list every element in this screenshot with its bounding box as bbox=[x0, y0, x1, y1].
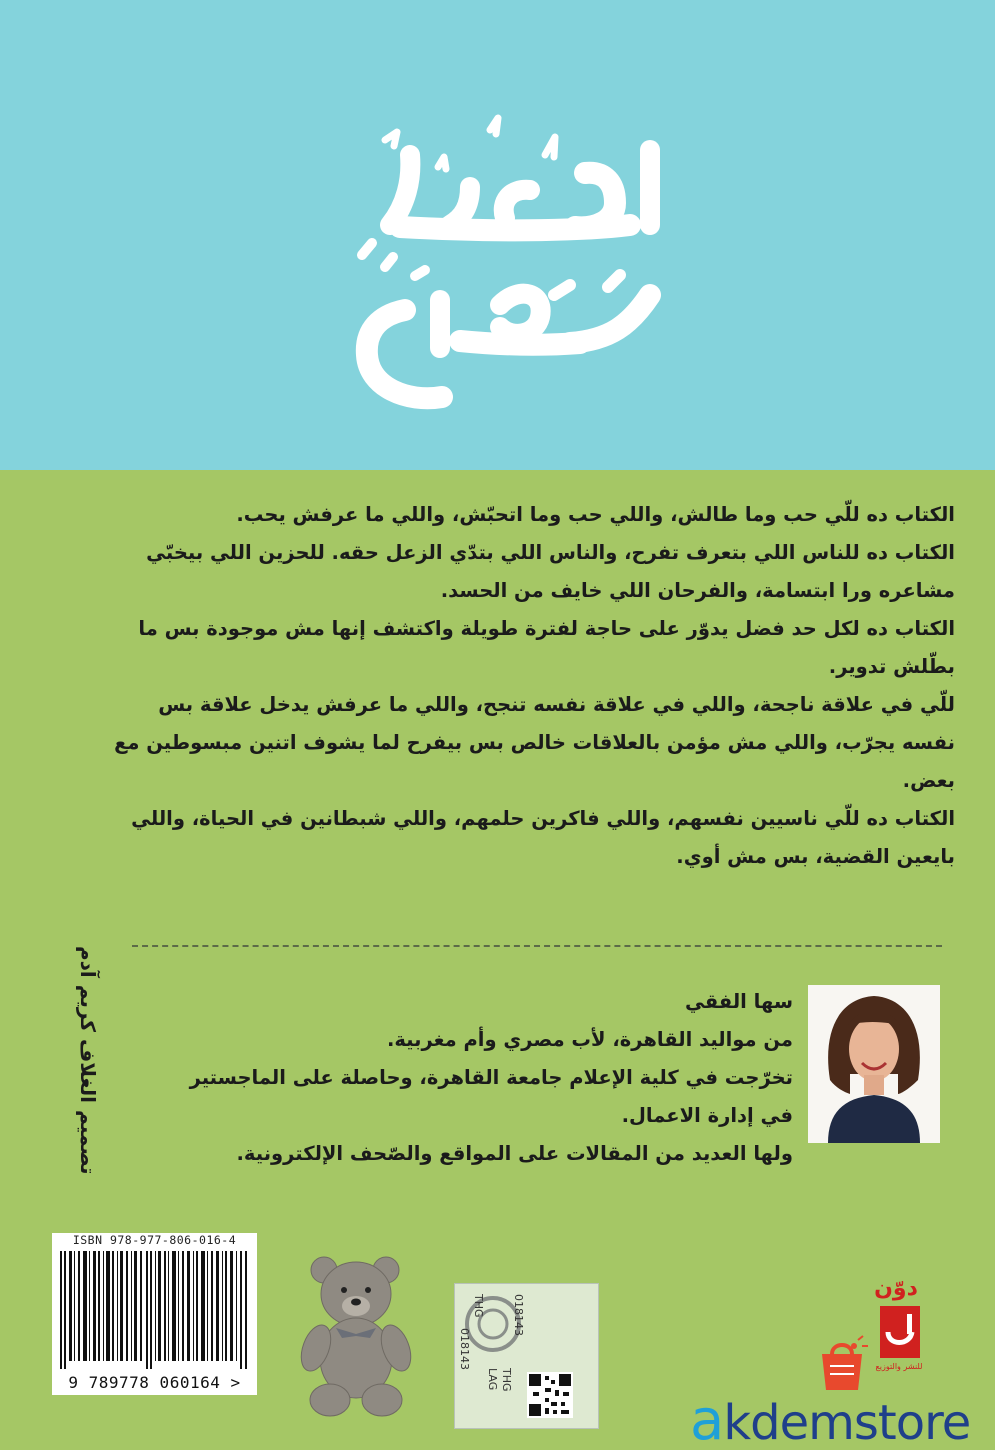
sticker-line: THG bbox=[472, 1294, 485, 1318]
blurb-paragraph: الكتاب ده للناس اللي بتعرف تفرح، والناس اللي بتدّي الزعل حقه. للحزين اللي بيخبّي مشاعره ورا ابتسامة، والفرحان اللي خايف من الحسد. bbox=[146, 541, 955, 602]
author-name: سها الفقي bbox=[685, 990, 793, 1013]
barcode-bars-icon bbox=[60, 1251, 250, 1369]
sticker-code: 018143 bbox=[512, 1294, 525, 1336]
shopping-bag-icon bbox=[812, 1334, 872, 1394]
store-watermark bbox=[690, 1388, 995, 1450]
book-title bbox=[1, 1, 2, 2]
author-bio-line: من مواليد القاهرة، لأب مصري وأم مغربية. bbox=[386, 1028, 793, 1051]
publisher-subtitle: للنشر والتوزيع bbox=[875, 1362, 923, 1371]
blurb-paragraph: الكتاب ده للّي حب وما طالش، واللي حب وما اتحبّش، واللي ما عرفش يحب. bbox=[236, 503, 955, 526]
blurb-paragraph: للّي في علاقة ناجحة، واللي في علاقة نفسه تنجح، واللي ما عرفش يدخل علاقة بس نفسه يجرّب، واللي مش مؤمن بالعلاقات خالص بس بيفرح لما يشوف اتنين مبسوطين مع بعض. bbox=[114, 693, 955, 792]
publisher-logo-text: دوّن bbox=[874, 1276, 918, 1301]
publisher-logo-icon bbox=[880, 1306, 920, 1358]
price-sticker bbox=[454, 1283, 599, 1429]
cover-design-credit: تصميم الغلاف كريم آدم bbox=[76, 945, 100, 1175]
author-bio-line: تخرّجت في كلية الإعلام جامعة القاهرة، وحاصلة على الماجستير في إدارة الاعمال. bbox=[189, 1066, 793, 1127]
sticker-line: 018143 bbox=[458, 1328, 471, 1370]
blurb bbox=[110, 496, 955, 876]
author-bio-line: ولها العديد من المقالات على المواقع والصّحف الإلكترونية. bbox=[236, 1142, 793, 1165]
author-bio bbox=[170, 983, 793, 1173]
title-calligraphy bbox=[330, 95, 690, 445]
watermark-first-letter: a bbox=[690, 1388, 724, 1450]
publisher-mark-icon bbox=[880, 1306, 920, 1358]
sticker-line: THG bbox=[500, 1368, 513, 1392]
qr-code-icon bbox=[527, 1372, 573, 1418]
blurb-paragraph: الكتاب ده للّي ناسيين نفسهم، واللي فاكرين حلمهم، واللي شبطانين في الحياة، واللي بايعين القضية، بس مش أوي. bbox=[131, 807, 955, 868]
author-portrait-graphic bbox=[808, 985, 940, 1143]
teddy-bear-icon bbox=[296, 1248, 416, 1420]
blurb-paragraph: الكتاب ده لكل حد فضل يدوّر على حاجة لفترة طويلة واكتشف إنها مش موجودة بس ما بطّلش تدوير. bbox=[138, 617, 955, 678]
isbn-barcode bbox=[52, 1233, 257, 1395]
author-photo bbox=[808, 985, 940, 1143]
watermark-rest: kdemstore bbox=[723, 1395, 971, 1450]
isbn-label: ISBN 978-977-806-016-4 bbox=[72, 1233, 237, 1247]
cover-top-band bbox=[0, 0, 995, 470]
sticker-line: LAG bbox=[486, 1368, 499, 1391]
barcode-digits: 9 789778 060164 > bbox=[68, 1373, 241, 1392]
dashed-divider bbox=[132, 945, 942, 947]
